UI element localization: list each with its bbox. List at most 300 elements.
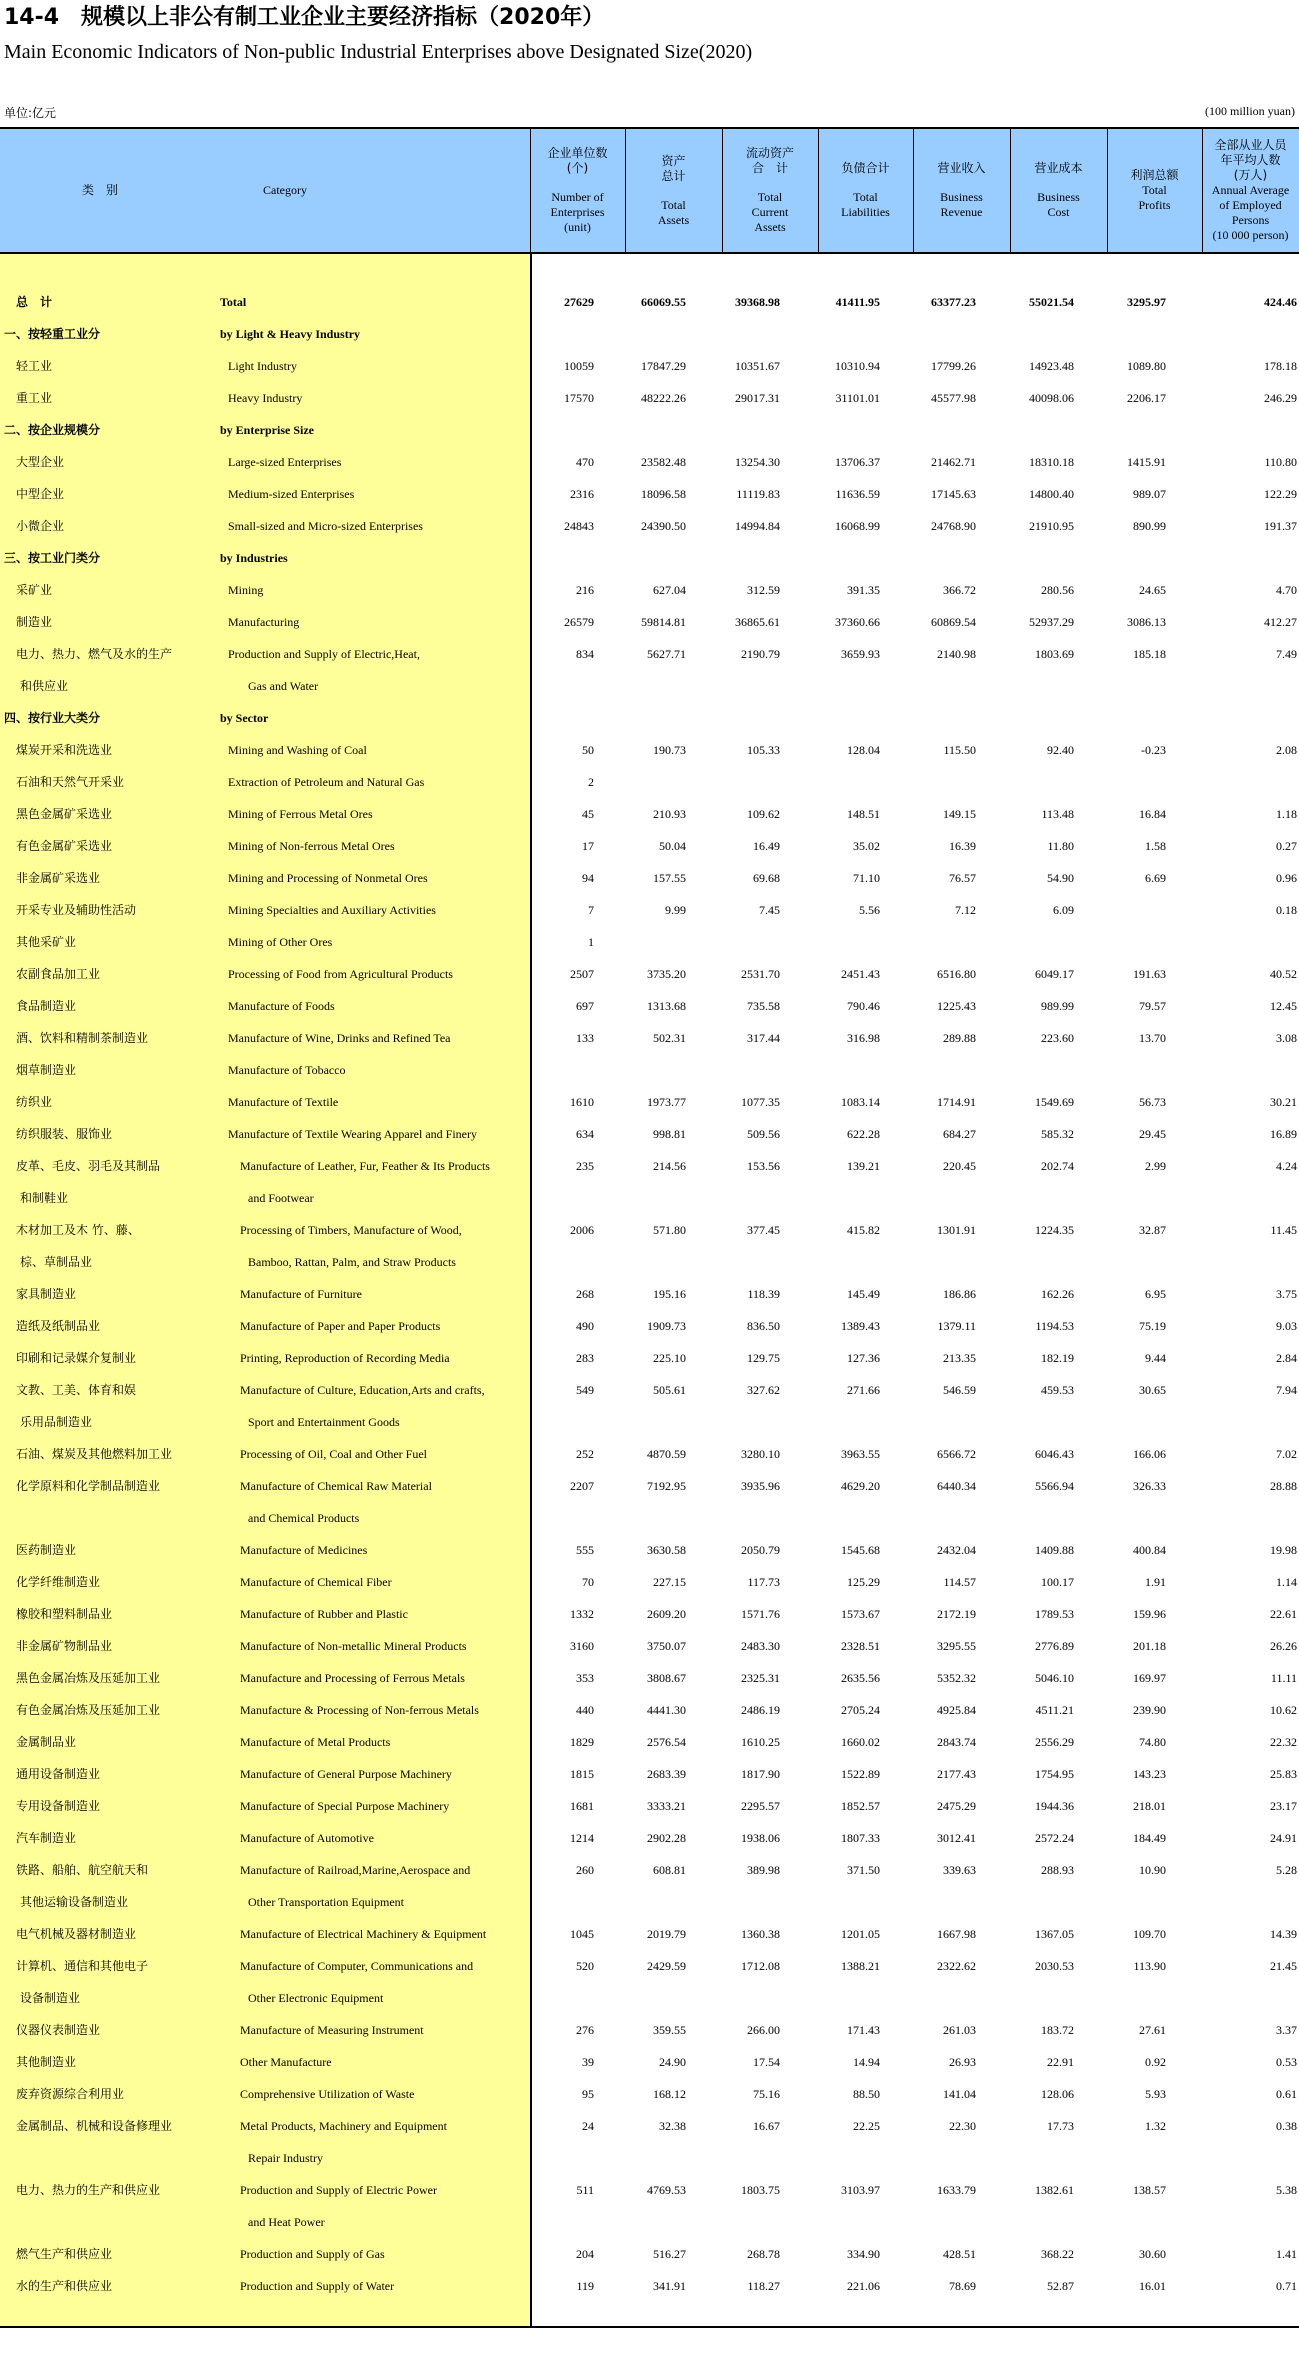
table-row [0,2238,1299,2270]
row-label-cn: 计算机、通信和其他电子 [16,1959,149,1973]
row-label-en: and Footwear [248,1191,314,1205]
continuation-row [0,670,1299,702]
cell-value: 235 [576,1159,594,1173]
row-label-en: Mining and Washing of Coal [228,743,367,757]
row-label-cn: 汽车制造业 [16,1831,77,1845]
table-row [0,1214,1299,1246]
cell-value: 428.51 [943,2247,976,2261]
cell-value: 45577.98 [931,391,976,405]
table-row [0,1758,1299,1790]
row-label-cn: 和制鞋业 [20,1191,69,1205]
table-row [0,574,1299,606]
row-label-en: by Enterprise Size [220,423,314,437]
row-label-cn: 黑色金属冶炼及压延加工业 [16,1671,161,1685]
cell-value: 40.52 [1270,967,1297,981]
table-row [0,1118,1299,1150]
table-row [0,1438,1299,1470]
cell-value: 1852.57 [841,1799,880,1813]
cell-value: 0.92 [1145,2055,1166,2069]
cell-value: 280.56 [1041,583,1074,597]
cell-value: 21.45 [1270,1959,1297,1973]
cell-value: 76.57 [949,871,976,885]
header-c8-en: Annual Average of Employed Persons (10 000 person) [1211,183,1290,242]
cell-value: 69.68 [753,871,780,885]
row-label-en: Manufacture of Computer, Communications and [240,1959,474,1973]
cell-value: 1077.35 [741,1095,780,1109]
row-label-en: Manufacture of Rubber and Plastic [240,1607,408,1621]
section-header-row [0,702,1299,734]
cell-value: 1817.90 [741,1767,780,1781]
total-row [0,286,1299,318]
cell-value: 2683.39 [647,1767,686,1781]
cell-value: 3160 [570,1639,594,1653]
cell-value: 27629 [564,295,594,309]
row-label-en: Manufacture of Special Purpose Machinery [240,1799,450,1813]
cell-value: 138.57 [1133,2183,1166,2197]
cell-value: 6516.80 [937,967,976,981]
cell-value: 1712.08 [741,1959,780,1973]
row-label-en: Production and Supply of Electric Power [240,2183,437,2197]
row-label-en: Manufacture of Furniture [240,1287,362,1301]
cell-value: 0.18 [1276,903,1297,917]
header-c6 [1010,129,1107,252]
row-label-cn: 专用设备制造业 [16,1799,101,1813]
cell-value: 35.02 [853,839,880,853]
row-label-cn: 水的生产和供应业 [16,2279,113,2293]
row-label-en: Production and Supply of Water [240,2279,395,2293]
continuation-row [0,2142,1299,2174]
cell-value: 440 [576,1703,594,1717]
cell-value: 1194.53 [1035,1319,1074,1333]
table-row [0,382,1299,414]
row-label-en: Manufacture of Textile Wearing Apparel and Finery [228,1127,477,1141]
row-label-en: Manufacture of Textile [228,1095,339,1109]
header-c8 [1202,129,1299,252]
cell-value: 201.18 [1133,1639,1166,1653]
cell-value: 17570 [564,391,594,405]
cell-value: 54.90 [1047,871,1074,885]
cell-value: 29017.31 [735,391,780,405]
cell-value: 790.46 [847,999,880,1013]
header-column-separator [625,129,626,252]
cell-value: 195.16 [653,1287,686,1301]
row-label-en: Medium-sized Enterprises [228,487,355,501]
continuation-row [0,1406,1299,1438]
cell-value: 21462.71 [931,455,976,469]
cell-value: 415.82 [847,1223,880,1237]
row-label-cn: 橡胶和塑料制品业 [16,1607,113,1621]
cell-value: 30.60 [1139,2247,1166,2261]
cell-value: 1944.36 [1035,1799,1074,1813]
cell-value: 276 [576,2023,594,2037]
row-label-en: by Sector [220,711,269,725]
row-label-en: and Heat Power [248,2215,325,2229]
cell-value: 79.57 [1139,999,1166,1013]
row-label-cn: 电力、热力、燃气及水的生产 [16,647,173,661]
row-label-en: Manufacture of Chemical Raw Material [240,1479,432,1493]
cell-value: 45 [582,807,594,821]
cell-value: 2556.29 [1035,1735,1074,1749]
cell-value: 223.60 [1041,1031,1074,1045]
cell-value: 216 [576,583,594,597]
cell-value: 210.93 [653,807,686,821]
cell-value: 17 [582,839,594,853]
row-label-cn: 仪器仪表制造业 [16,2023,101,2037]
cell-value: 30.21 [1270,1095,1297,1109]
row-label-en: Sport and Entertainment Goods [248,1415,400,1429]
cell-value: 3.75 [1276,1287,1297,1301]
cell-value: 128.06 [1041,2087,1074,2101]
cell-value: 239.90 [1133,1703,1166,1717]
cell-value: 4.24 [1276,1159,1297,1173]
cell-value: 1225.43 [937,999,976,1013]
cell-value: 424.46 [1264,295,1297,309]
cell-value: 23.17 [1270,1799,1297,1813]
cell-value: 4870.59 [647,1447,686,1461]
row-label-en: and Chemical Products [248,1511,360,1525]
cell-value: 114.57 [943,1575,976,1589]
table-row [0,478,1299,510]
cell-value: 7.12 [955,903,976,917]
cell-value: 2207 [570,1479,594,1493]
cell-value: 260 [576,1863,594,1877]
cell-value: 0.71 [1276,2279,1297,2293]
header-c1-cn: 企业单位数 (个) [547,146,608,175]
cell-value: 391.35 [847,583,880,597]
cell-value: 3808.67 [647,1671,686,1685]
row-label-en: Manufacture of Automotive [240,1831,374,1845]
table-row [0,1566,1299,1598]
row-label-cn: 燃气生产和供应业 [16,2247,113,2261]
cell-value: 271.66 [847,1383,880,1397]
row-label-en: Extraction of Petroleum and Natural Gas [228,775,425,789]
cell-value: 2140.98 [937,647,976,661]
cell-value: 1 [588,935,594,949]
header-column-separator [1202,129,1203,252]
unit-label-cn: 单位:亿元 [4,106,57,120]
cell-value: 71.10 [853,871,880,885]
cell-value: 1938.06 [741,1831,780,1845]
cell-value: 509.56 [747,1127,780,1141]
cell-value: 190.73 [653,743,686,757]
cell-value: 1610 [570,1095,594,1109]
cell-value: 459.53 [1041,1383,1074,1397]
table-row [0,1630,1299,1662]
cell-value: 1.18 [1276,807,1297,821]
cell-value: 289.88 [943,1031,976,1045]
cell-value: 169.97 [1133,1671,1166,1685]
cell-value: 2050.79 [741,1543,780,1557]
cell-value: 10.62 [1270,1703,1297,1717]
cell-value: 2609.20 [647,1607,686,1621]
cell-value: 214.56 [653,1159,686,1173]
cell-value: 571.80 [653,1223,686,1237]
cell-value: 1633.79 [937,2183,976,2197]
row-label-cn: 金属制品业 [16,1735,77,1749]
header-column-separator [722,129,723,252]
header-c7 [1107,129,1202,252]
cell-value: 37360.66 [835,615,880,629]
table-row [0,1790,1299,1822]
cell-value: 74.80 [1139,1735,1166,1749]
cell-value: 16.01 [1139,2279,1166,2293]
cell-value: 14994.84 [735,519,780,533]
row-label-cn: 其他运输设备制造业 [20,1895,129,1909]
row-label-en: Processing of Timbers, Manufacture of Wood, [240,1223,462,1237]
row-label-cn: 总 计 [16,295,53,309]
cell-value: 3295.97 [1127,295,1166,309]
cell-value: 2705.24 [841,1703,880,1717]
cell-value: 2019.79 [647,1927,686,1941]
cell-value: 78.69 [949,2279,976,2293]
header-c1-en: Number of Enterprises (unit) [550,190,605,234]
cell-value: 622.28 [847,1127,880,1141]
row-label-cn: 开采专业及辅助性活动 [16,903,137,917]
cell-value: 95 [582,2087,594,2101]
table-row [0,446,1299,478]
cell-value: 1224.35 [1035,1223,1074,1237]
cell-value: 117.73 [747,1575,780,1589]
cell-value: 1803.69 [1035,647,1074,661]
cell-value: 470 [576,455,594,469]
header-column-separator [818,129,819,252]
cell-value: 3012.41 [937,1831,976,1845]
cell-value: 32.38 [659,2119,686,2133]
row-label-cn: 设备制造业 [20,1991,81,2005]
header-c2-cn: 资产 总计 [661,153,686,183]
cell-value: 549 [576,1383,594,1397]
cell-value: 21910.95 [1029,519,1074,533]
cell-value: 26.93 [949,2055,976,2069]
row-label-cn: 轻工业 [16,359,53,373]
cell-value: 546.59 [943,1383,976,1397]
cell-value: 2902.28 [647,1831,686,1845]
cell-value: 139.21 [847,1159,880,1173]
row-label-en: Mining of Other Ores [228,935,333,949]
cell-value: 168.12 [653,2087,686,2101]
cell-value: 2030.53 [1035,1959,1074,1973]
cell-value: 3935.96 [741,1479,780,1493]
cell-value: 1681 [570,1799,594,1813]
cell-value: 12.45 [1270,999,1297,1013]
cell-value: 1.14 [1276,1575,1297,1589]
continuation-row [0,1982,1299,2014]
cell-value: 32.87 [1139,1223,1166,1237]
row-label-en: Manufacturing [228,615,300,629]
cell-value: 1754.95 [1035,1767,1074,1781]
row-label-en: Mining [228,583,264,597]
cell-value: 60869.54 [931,615,976,629]
cell-value: 1415.91 [1127,455,1166,469]
cell-value: 218.01 [1133,1799,1166,1813]
table-bottom-rule [0,2326,1299,2328]
cell-value: 11119.83 [736,487,780,501]
row-label-cn: 二、按企业规模分 [4,423,101,437]
cell-value: 1573.67 [841,1607,880,1621]
row-label-cn: 一、按轻重工业分 [4,327,101,341]
cell-value: 1815 [570,1767,594,1781]
row-label-en: Mining of Ferrous Metal Ores [228,807,373,821]
cell-value: 2325.31 [741,1671,780,1685]
cell-value: 4511.21 [1035,1703,1074,1717]
row-label-cn: 文教、工美、体育和娱 [16,1383,137,1397]
cell-value: 359.55 [653,2023,686,2037]
header-c6-cn: 营业成本 [1034,161,1083,175]
cell-value: 24768.90 [931,519,976,533]
table-row [0,1822,1299,1854]
row-label-cn: 造纸及纸制品业 [16,1319,101,1333]
cell-value: 1379.11 [937,1319,976,1333]
cell-value: 1409.88 [1035,1543,1074,1557]
cell-value: 24390.50 [641,519,686,533]
cell-value: 4925.84 [937,1703,976,1717]
cell-value: 412.27 [1264,615,1297,629]
row-label-cn: 黑色金属矿采选业 [16,807,113,821]
row-label-cn: 棕、草制品业 [20,1255,93,1269]
cell-value: 585.32 [1041,1127,1074,1141]
cell-value: 511 [576,2183,594,2197]
cell-value: 92.40 [1047,743,1074,757]
cell-value: 16.39 [949,839,976,853]
cell-value: 3103.97 [841,2183,880,2197]
row-label-en: Manufacture of Leather, Fur, Feather & Its Products [240,1159,490,1173]
cell-value: 3.37 [1276,2023,1297,2037]
cell-value: 1382.61 [1035,2183,1074,2197]
row-label-cn: 烟草制造业 [16,1063,77,1077]
cell-value: 56.73 [1139,1095,1166,1109]
cell-value: 1332 [570,1607,594,1621]
row-label-cn: 纺织服装、服饰业 [16,1127,113,1141]
cell-value: 227.15 [653,1575,686,1589]
cell-value: 1.58 [1145,839,1166,853]
cell-value: 3750.07 [647,1639,686,1653]
cell-value: 22.25 [853,2119,880,2133]
table-row [0,958,1299,990]
cell-value: 59814.81 [641,615,686,629]
cell-value: 2190.79 [741,647,780,661]
cell-value: 22.61 [1270,1607,1297,1621]
cell-value: 4769.53 [647,2183,686,2197]
cell-value: 19.98 [1270,1543,1297,1557]
cell-value: 1201.05 [841,1927,880,1941]
row-label-cn: 纺织业 [16,1095,53,1109]
cell-value: 3735.20 [647,967,686,981]
row-label-cn: 石油和天然气开采业 [16,775,125,789]
cell-value: 3086.13 [1127,615,1166,629]
row-label-cn: 木材加工及木 竹、藤、 [16,1223,140,1237]
cell-value: 186.86 [943,1287,976,1301]
cell-value: 22.30 [949,2119,976,2133]
table-row [0,1950,1299,1982]
cell-value: 29.45 [1139,1127,1166,1141]
cell-value: 377.45 [747,1223,780,1237]
header-c5-en: Business Revenue [940,190,983,219]
cell-value: 14.94 [853,2055,880,2069]
row-label-cn: 煤炭开采和洗选业 [16,743,113,757]
cell-value: 1089.80 [1127,359,1166,373]
cell-value: 998.81 [653,1127,686,1141]
row-label-cn: 医药制造业 [16,1543,77,1557]
cell-value: 17847.29 [641,359,686,373]
cell-value: 1.32 [1145,2119,1166,2133]
header-c3-cn: 流动资产 合 计 [745,146,794,175]
cell-value: 204 [576,2247,594,2261]
table-row [0,1854,1299,1886]
row-label-en: Manufacture of Electrical Machinery & Equipment [240,1927,487,1941]
table-row [0,1278,1299,1310]
cell-value: 1973.77 [647,1095,686,1109]
cell-value: 1.41 [1276,2247,1297,2261]
header-c4-en: Total Liabilities [841,190,890,219]
row-label-cn: 化学纤维制造业 [16,1575,101,1589]
cell-value: 2.08 [1276,743,1297,757]
cell-value: 14.39 [1270,1927,1297,1941]
continuation-row [0,1182,1299,1214]
cell-value: 6.69 [1145,871,1166,885]
cell-value: 5.28 [1276,1863,1297,1877]
cell-value: 26.26 [1270,1639,1297,1653]
row-label-cn: 非金属矿物制品业 [16,1639,113,1653]
row-label-en: Mining of Non-ferrous Metal Ores [228,839,395,853]
cell-value: 26579 [564,615,594,629]
cell-value: 0.27 [1276,839,1297,853]
cell-value: 16.49 [753,839,780,853]
cell-value: 162.26 [1041,1287,1074,1301]
cell-value: 5627.71 [647,647,686,661]
cell-value: 1214 [570,1831,594,1845]
cell-value: 109.62 [747,807,780,821]
table-row [0,606,1299,638]
cell-value: 7.49 [1276,647,1297,661]
page-title-en: Main Economic Indicators of Non-public Industrial Enterprises above Designated Size(2020) [4,41,753,63]
cell-value: 3.08 [1276,1031,1297,1045]
cell-value: 13706.37 [835,455,880,469]
cell-value: 17.73 [1047,2119,1074,2133]
header-column-separator [530,129,531,252]
cell-value: 75.16 [753,2087,780,2101]
cell-value: 23582.48 [641,455,686,469]
cell-value: 11636.59 [835,487,880,501]
header-c7-cn: 利润总额 [1130,168,1179,182]
cell-value: 6046.43 [1035,1447,1074,1461]
cell-value: 1045 [570,1927,594,1941]
row-label-en: Manufacture of Metal Products [240,1735,391,1749]
cell-value: 25.83 [1270,1767,1297,1781]
page-title-cn: 14-4 规模以上非公有制工业企业主要经济指标（2020年） [4,5,605,30]
cell-value: 213.35 [943,1351,976,1365]
cell-value: 1807.33 [841,1831,880,1845]
row-label-cn: 非金属矿采选业 [16,871,101,885]
row-label-en: Bamboo, Rattan, Palm, and Straw Products [248,1255,456,1269]
header-c3-en: Total Current Assets [751,190,789,234]
row-label-cn: 电力、热力的生产和供应业 [16,2183,161,2197]
row-label-cn: 酒、饮料和精制茶制造业 [16,1031,149,1045]
table-row [0,1694,1299,1726]
cell-value: 0.53 [1276,2055,1297,2069]
cell-value: 221.06 [847,2279,880,2293]
cell-value: 225.10 [653,1351,686,1365]
cell-value: 30.65 [1139,1383,1166,1397]
cell-value: -0.23 [1141,743,1166,757]
row-label-en: Gas and Water [248,679,319,693]
cell-value: 400.84 [1133,1543,1166,1557]
cell-value: 24843 [564,519,594,533]
cell-value: 1.91 [1145,1575,1166,1589]
continuation-row [0,1886,1299,1918]
row-label-cn: 乐用品制造业 [20,1415,93,1429]
table-row [0,2078,1299,2110]
cell-value: 7192.95 [647,1479,686,1493]
